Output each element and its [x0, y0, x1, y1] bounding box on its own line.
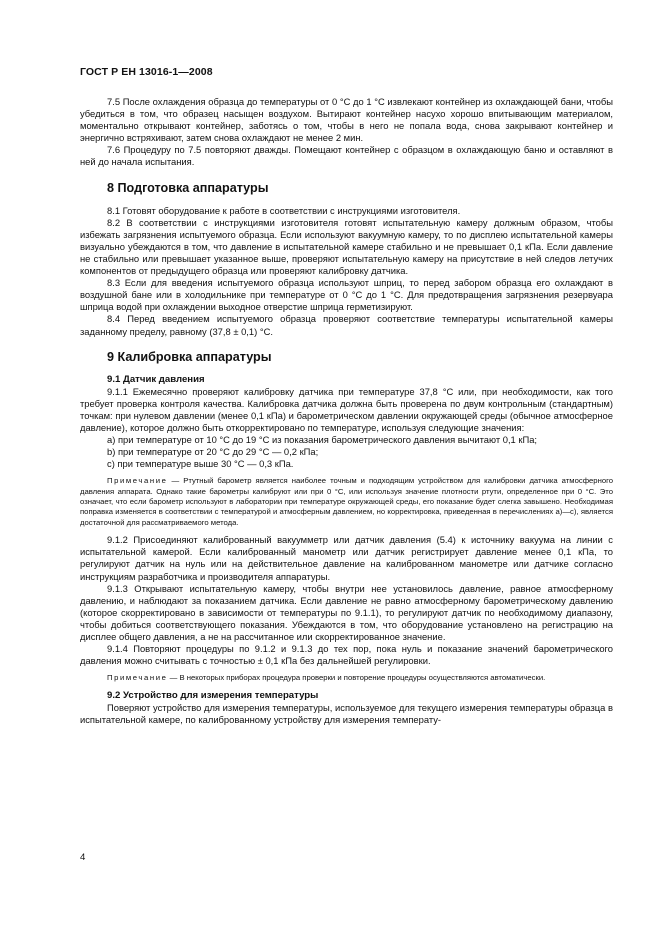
paragraph-9-1-2: 9.1.2 Присоединяют калиброванный вакуумметр или датчик давления (5.4) к источнику вакуума на линии с испытательной камерой. Если калиброванный манометр или датчик регистрирует давление менее 0,1 кПа, то регулируют датчик на нуль или на действительное давление на калиброванном манометре или датчике согласно инструкциям разработчика и производителя аппаратуры.: [80, 534, 613, 582]
section-8-heading: 8 Подготовка аппаратуры: [107, 180, 269, 195]
paragraph-9-1-4: 9.1.4 Повторяют процедуры по 9.1.2 и 9.1.3 до тех пор, пока нуль и показание значений барометрического давления можно считывать с точностью ± 0,1 кПа без дальнейшей регулировки.: [80, 643, 613, 667]
note-2-text: — В некоторых приборах процедура проверки и повторение процедуры осуществляются автоматически.: [169, 673, 546, 683]
paragraph-9-1-1: 9.1.1 Ежемесячно проверяют калибровку датчика при температуре 37,8 °С или, при необходимости, как того требует проверка контроля качества. Калибровка датчика должна быть проверена по двум контрольным (стандартным) точкам: при нулевом давлении (менее 0,1 кПа) и барометрическом давлении окружающей среды (обычное атмосферное давление), которое должно быть откорректировано по температуре, используя следующие значения:: [80, 385, 613, 433]
correction-list: [80, 434, 613, 470]
section-9-heading: 9 Калибровка аппаратуры: [107, 349, 272, 364]
note-1-text: — Ртутный барометр является наиболее точным и подходящим устройством для калибровки датчика атмосферного давления аппарата. Однако такие барометры калибруют или при 0 °С, или используя значение плотности ртути, определенное при 0 °С. Это означает, что если барометр используют в лаборатории при температуре окружающей среды, его показание будет слегка завышено. Необходимая поправка изменяется в соответствии с температурой и атмосферным давлением, но корректировка, приведенная в перечислениях а)—с), является достаточной для рассматриваемого метода.: [80, 476, 614, 527]
page-number: 4: [80, 852, 86, 863]
paragraph-8-2: 8.2 В соответствии с инструкциями изготовителя готовят испытательную камеру должным образом, чтобы избежать загрязнения испытуемого образца. Если используют вакуумную камеру, то по дисплею испытательной камеры визуально убеждаются в том, что давление в испытательной камере стабильно и не превышает 0,1 кПа. Если давление не стабильно или превышает указанное выше, проверяют испытательную камеру на присутствие в ней следов летучих компонентов от предыдущего образца или проверяют калибровку датчика.: [80, 216, 613, 277]
paragraph-7-6: 7.6 Процедуру по 7.5 повторяют дважды. Помещают контейнер с образцом в охлаждающую баню и оставляют в ней до начала испытания.: [80, 144, 613, 168]
list-item-c: с) при температуре выше 30 °С — 0,3 кПа.: [107, 458, 294, 470]
note-1-label: Примечание: [107, 476, 168, 486]
standard-header: ГОСТ Р ЕН 13016-1—2008: [80, 66, 213, 78]
note-2-label: Примечание: [107, 673, 168, 683]
paragraph-8-1: 8.1 Готовят оборудование к работе в соответствии с инструкциями изготовителя.: [107, 204, 461, 216]
note-1: [80, 476, 613, 528]
subsection-9-2-heading: 9.2 Устройство для измерения температуры: [107, 689, 319, 701]
subsection-9-1-heading: 9.1 Датчик давления: [107, 373, 205, 385]
note-2: [80, 673, 613, 683]
paragraph-8-3: 8.3 Если для введения испытуемого образца используют шприц, то перед забором образца его охлаждают в воздушной бане или в холодильнике при температуре от 0 °С до 1 °С. Для предотвращения загрязнения резервуара шприца водой при охлаждении выходное отверстие шприца герметизируют.: [80, 277, 613, 313]
paragraph-7-5: 7.5 После охлаждения образца до температуры от 0 °С до 1 °С извлекают контейнер из охлаждающей бани, чтобы убедиться в том, что образец насыщен воздухом. Вытирают контейнер насухо хорошо впитывающим материалом, моментально открывают контейнер, заботясь о том, чтобы в него не попала вода, снова закрывают контейнер и энергично встряхивают, затем снова охлаждают не менее 2 мин.: [80, 96, 613, 144]
list-item-a: а) при температуре от 10 °С до 19 °С из показания барометрического давления вычитают 0,1 кПа;: [107, 433, 538, 445]
paragraph-9-2: Поверяют устройство для измерения температуры, используемое для текущего измерения температуры образца в испытательной камере, по калиброванному устройству для измерения температу-: [80, 701, 613, 725]
paragraph-8-4: 8.4 Перед введением испытуемого образца проверяют соответствие температуры испытательной камеры заданному пределу, равному (37,8 ± 0,1) °С.: [80, 313, 613, 337]
document-body: [80, 96, 613, 726]
paragraph-9-1-3: 9.1.3 Открывают испытательную камеру, чтобы внутри нее установилось давление, равное атмосферному давлению, и наблюдают за показанием датчика. Если давление не равно атмосферному барометрическому давлению (которое скорректировано в зависимости от температуры по 9.1.1), то регулируют датчик по необходимому диапазону, чтобы добиться соответствующего показания. Убеждаются в том, что оборудование установлено на регистрацию на дисплее общего давления, а не на рассчитанное или скорректированное значение.: [80, 582, 613, 643]
list-item-b: b) при температуре от 20 °С до 29 °С — 0,2 кПа;: [107, 446, 319, 458]
